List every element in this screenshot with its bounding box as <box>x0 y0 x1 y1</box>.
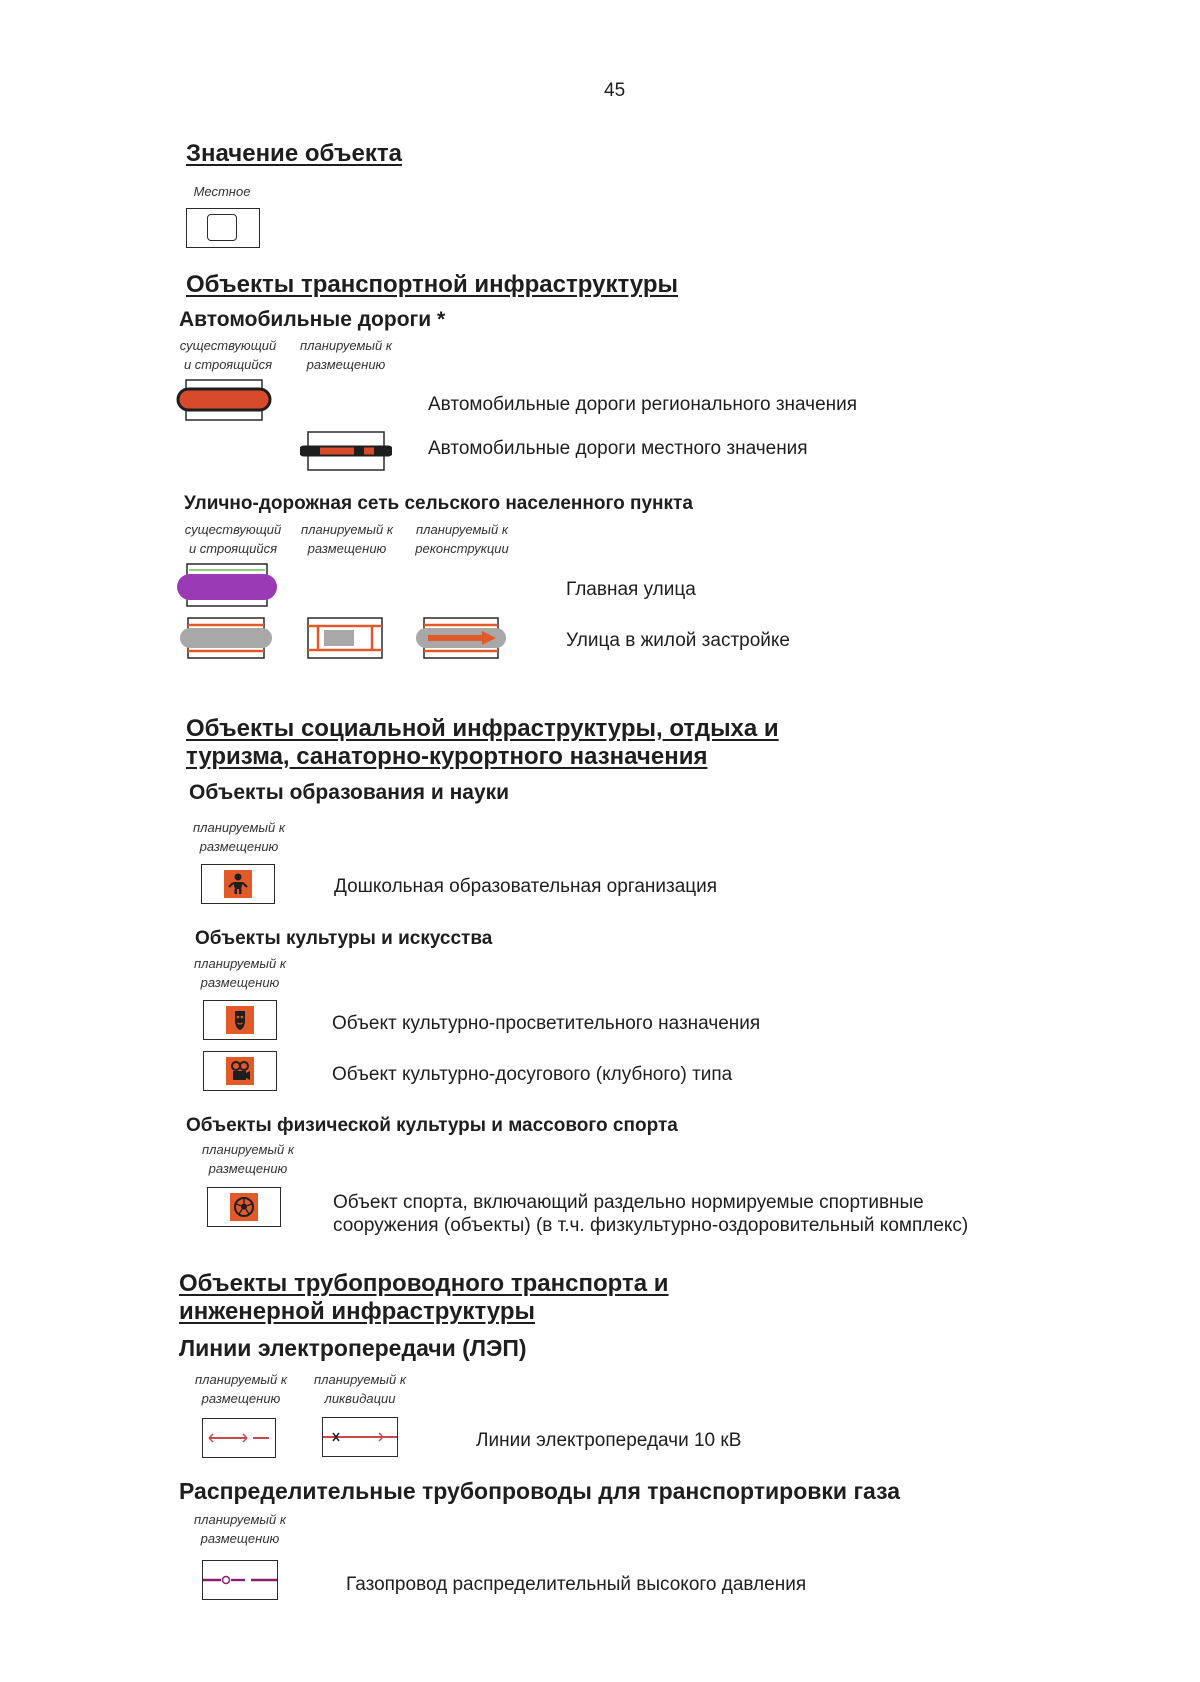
soccer-ball-icon <box>230 1193 258 1221</box>
page-number: 45 <box>604 80 626 101</box>
film-camera-icon <box>226 1057 254 1085</box>
gas-pipeline-desc: Газопровод распределительный высокого давления <box>346 1574 807 1595</box>
residential-street-planned-symbol <box>306 616 384 660</box>
power-line-desc: Линии электропередачи 10 кВ <box>476 1430 742 1451</box>
transport-title: Объекты транспортной инфраструктуры <box>186 271 678 298</box>
roads-title: Автомобильные дороги * <box>179 308 446 331</box>
power-label-planned: планируемый к размещению <box>195 1372 287 1406</box>
power-line-liquidation-symbol <box>322 1417 398 1457</box>
power-lines-title: Линии электропередачи (ЛЭП) <box>179 1335 527 1361</box>
cultural-leisure-symbol <box>203 1051 277 1091</box>
roads-label-existing: существующий и строящийся <box>179 338 277 372</box>
culture-title: Объекты культуры и искусства <box>195 928 493 949</box>
regional-road-symbol <box>176 378 272 422</box>
residential-street-reconstruction-symbol <box>414 616 508 660</box>
sport-facility-desc: Объект спорта, включающий раздельно нормируемые спортивные сооружения (объекты) (в т.ч. физкультурно-оздоровительный комплекс) <box>333 1192 969 1236</box>
preschool-symbol <box>201 864 275 904</box>
significance-title: Значение объекта <box>186 140 402 167</box>
residential-street-existing-symbol <box>178 616 274 660</box>
power-label-liquidation: планируемый к ликвидации <box>314 1372 406 1406</box>
main-street-symbol <box>175 562 279 608</box>
streets-label-reconstruction: планируемый к реконструкции <box>415 522 509 556</box>
cultural-education-desc: Объект культурно-просветительного назначения <box>332 1013 761 1034</box>
local-road-symbol <box>300 430 392 472</box>
sport-facility-symbol <box>207 1187 281 1227</box>
gas-pipeline-symbol <box>202 1560 278 1600</box>
sport-label: планируемый к размещению <box>202 1142 294 1176</box>
streets-label-existing: существующий и строящийся <box>184 522 282 556</box>
education-label: планируемый к размещению <box>193 820 285 854</box>
sport-title: Объекты физической культуры и массового спорта <box>186 1115 678 1136</box>
theater-mask-icon <box>226 1006 254 1034</box>
local-significance-symbol <box>186 208 260 248</box>
child-icon <box>224 870 252 898</box>
streets-label-planned: планируемый к размещению <box>301 522 393 556</box>
social-title: Объекты социальной инфраструктуры, отдыха и туризма, санаторно-курортного назначения <box>186 715 779 770</box>
main-street-desc: Главная улица <box>566 579 696 600</box>
preschool-desc: Дошкольная образовательная организация <box>334 876 718 897</box>
cultural-leisure-desc: Объект культурно-досугового (клубного) типа <box>332 1064 733 1085</box>
local-road-desc: Автомобильные дороги местного значения <box>428 438 808 459</box>
gas-pipelines-title: Распределительные трубопроводы для транспортировки газа <box>179 1478 901 1504</box>
power-line-planned-symbol <box>202 1418 276 1458</box>
roads-label-planned: планируемый к размещению <box>300 338 392 372</box>
regional-road-desc: Автомобильные дороги регионального значения <box>428 394 858 415</box>
streets-title: Улично-дорожная сеть сельского населенного пункта <box>184 493 693 514</box>
culture-label: планируемый к размещению <box>194 956 286 990</box>
gas-label: планируемый к размещению <box>194 1512 286 1546</box>
engineering-title: Объекты трубопроводного транспорта и инженерной инфраструктуры <box>179 1270 669 1325</box>
education-title: Объекты образования и науки <box>189 781 510 804</box>
residential-street-desc: Улица в жилой застройке <box>566 630 791 651</box>
cultural-education-symbol <box>203 1000 277 1040</box>
significance-label: Местное <box>193 184 251 199</box>
